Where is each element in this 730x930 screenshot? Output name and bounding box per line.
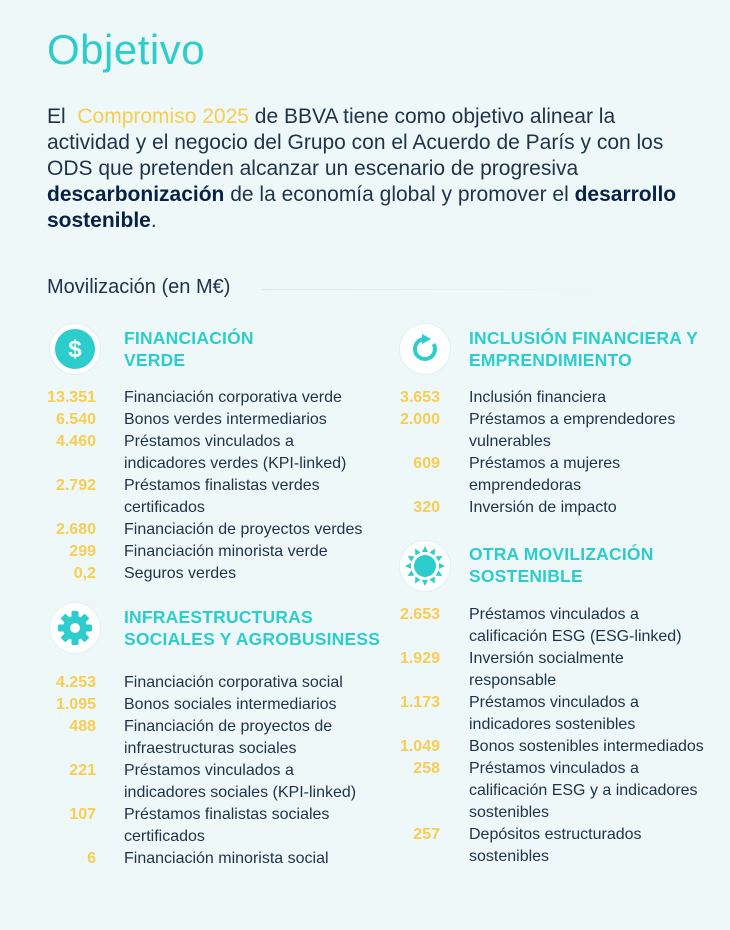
item-label: Préstamos vinculados a (124, 762, 294, 779)
heading-social-l2: SOCIALES Y AGROBUSINESS (124, 629, 381, 649)
item-value: 609 (413, 455, 440, 472)
heading-social-l1: INFRAESTRUCTURAS (124, 607, 313, 627)
item-label: Préstamos vinculados a (469, 760, 639, 777)
refresh-icon (400, 324, 450, 374)
list-item (47, 694, 384, 716)
intro-text-3: de la economía global y promover el (224, 183, 575, 206)
list-item (47, 431, 384, 475)
item-label: responsable (469, 672, 557, 689)
intro-paragraph (47, 104, 697, 234)
green-financing-list (47, 387, 384, 585)
list-item (397, 604, 729, 648)
list-item (47, 804, 384, 848)
other-mobilization-list (397, 604, 729, 868)
item-label: indicadores sostenibles (469, 716, 636, 733)
intro-text-4: . (150, 209, 157, 232)
item-value: 13.351 (47, 389, 96, 406)
item-value: 4.460 (55, 433, 96, 450)
list-item (47, 387, 384, 409)
item-value: 1.049 (399, 738, 440, 755)
intro-text-2: de BBVA tiene como objetivo alinear la actividad y el negocio del Grupo con el Acuerdo de París y con los ODS que pretenden alcanzar un escenario de progresiva (47, 105, 664, 180)
list-item (47, 672, 384, 694)
list-item (397, 387, 729, 409)
item-value: 1.929 (399, 650, 440, 667)
sun-icon (400, 541, 450, 591)
item-value: 258 (413, 760, 440, 777)
financial-inclusion-list (397, 387, 729, 519)
list-item (397, 409, 729, 453)
item-value: 257 (413, 826, 440, 843)
item-label: Préstamos finalistas verdes (124, 477, 320, 494)
item-label: Seguros verdes (124, 565, 237, 582)
item-label: indicadores verdes (KPI-linked) (124, 455, 347, 472)
list-item (397, 824, 729, 868)
list-item (47, 541, 384, 563)
item-value: 4.253 (55, 674, 96, 691)
item-value: 107 (69, 806, 96, 823)
item-label: Bonos sociales intermediarios (124, 696, 337, 713)
item-label: emprendedoras (469, 477, 582, 494)
subtitle-divider (262, 289, 624, 290)
item-label: infraestructuras sociales (124, 740, 297, 757)
heading-other-l1: OTRA MOVILIZACIÓN (469, 544, 654, 564)
list-item (47, 475, 384, 519)
heading-green-l1: FINANCIACIÓN (124, 328, 254, 348)
item-value: 488 (69, 718, 96, 735)
item-label: certificados (124, 499, 205, 516)
social-infrastructure-list (47, 672, 384, 870)
list-item (47, 563, 384, 585)
svg-text:$: $ (68, 336, 82, 363)
intro-bold-1: descarbonización (47, 183, 225, 206)
item-value: 2.000 (399, 411, 440, 428)
heading-inclusion-l2: EMPRENDIMIENTO (469, 350, 632, 370)
item-label: Financiación minorista verde (124, 543, 328, 560)
item-label: Préstamos vinculados a (469, 606, 639, 623)
heading-inclusion-l1: INCLUSIÓN FINANCIERA Y (469, 328, 698, 348)
item-label: Depósitos estructurados (469, 826, 642, 843)
list-item (397, 692, 729, 736)
intro-text-1: El (47, 105, 66, 128)
item-label: Bonos verdes intermediarios (124, 411, 327, 428)
item-label: sostenibles (469, 804, 550, 821)
item-label: vulnerables (469, 433, 551, 450)
list-item (47, 716, 384, 760)
item-label: Financiación de proyectos de (124, 718, 333, 735)
item-value: 1.173 (399, 694, 440, 711)
heading-financial-inclusion (469, 327, 698, 371)
item-value: 6.540 (55, 411, 96, 428)
item-value: 2.680 (55, 521, 96, 538)
list-item (47, 409, 384, 431)
item-label: indicadores sociales (KPI-linked) (124, 784, 357, 801)
item-label: Financiación de proyectos verdes (124, 521, 363, 538)
item-value: 3.653 (399, 389, 440, 406)
gear-icon (50, 603, 100, 653)
intro-highlight: Compromiso 2025 (77, 105, 249, 128)
item-label: Préstamos a mujeres (469, 455, 621, 472)
item-value: 320 (413, 499, 440, 516)
item-value: 1.095 (55, 696, 96, 713)
heading-social-infrastructure (124, 606, 380, 650)
item-value: 6 (87, 850, 96, 867)
item-value: 0,2 (73, 565, 96, 582)
item-label: Préstamos finalistas sociales (124, 806, 330, 823)
heading-green-financing (124, 327, 254, 371)
heading-other-mobilization (469, 543, 654, 587)
list-item (397, 758, 729, 824)
dollar-icon (50, 324, 100, 374)
list-item (47, 760, 384, 804)
item-label: Inclusión financiera (469, 389, 606, 406)
item-label: Inversión socialmente (469, 650, 624, 667)
page-title: Objetivo (47, 26, 206, 73)
item-label: Préstamos a emprendedores (469, 411, 676, 428)
heading-green-l2: VERDE (124, 350, 186, 370)
item-label: Inversión de impacto (469, 499, 617, 516)
item-label: calificación ESG (ESG-linked) (469, 628, 682, 645)
list-item (397, 648, 729, 692)
heading-other-l2: SOSTENIBLE (469, 566, 583, 586)
item-label: Préstamos vinculados a (124, 433, 294, 450)
item-value: 299 (69, 543, 96, 560)
item-value: 2.792 (55, 477, 96, 494)
item-label: calificación ESG y a indicadores (469, 782, 698, 799)
list-item (397, 453, 729, 497)
list-item (397, 736, 729, 758)
list-item (397, 497, 729, 519)
item-label: Bonos sostenibles intermediados (469, 738, 704, 755)
item-label: Financiación minorista social (124, 850, 329, 867)
item-value: 221 (69, 762, 96, 779)
item-label: certificados (124, 828, 205, 845)
item-label: Financiación corporativa verde (124, 389, 342, 406)
item-label: Financiación corporativa social (124, 674, 343, 691)
list-item (47, 848, 384, 870)
section-subtitle: Movilización (en M€) (47, 276, 231, 298)
intro-bold-2: desarrollo sostenible (47, 183, 677, 232)
item-value: 2.653 (399, 606, 440, 623)
item-label: sostenibles (469, 848, 550, 865)
list-item (47, 519, 384, 541)
item-label: Préstamos vinculados a (469, 694, 639, 711)
